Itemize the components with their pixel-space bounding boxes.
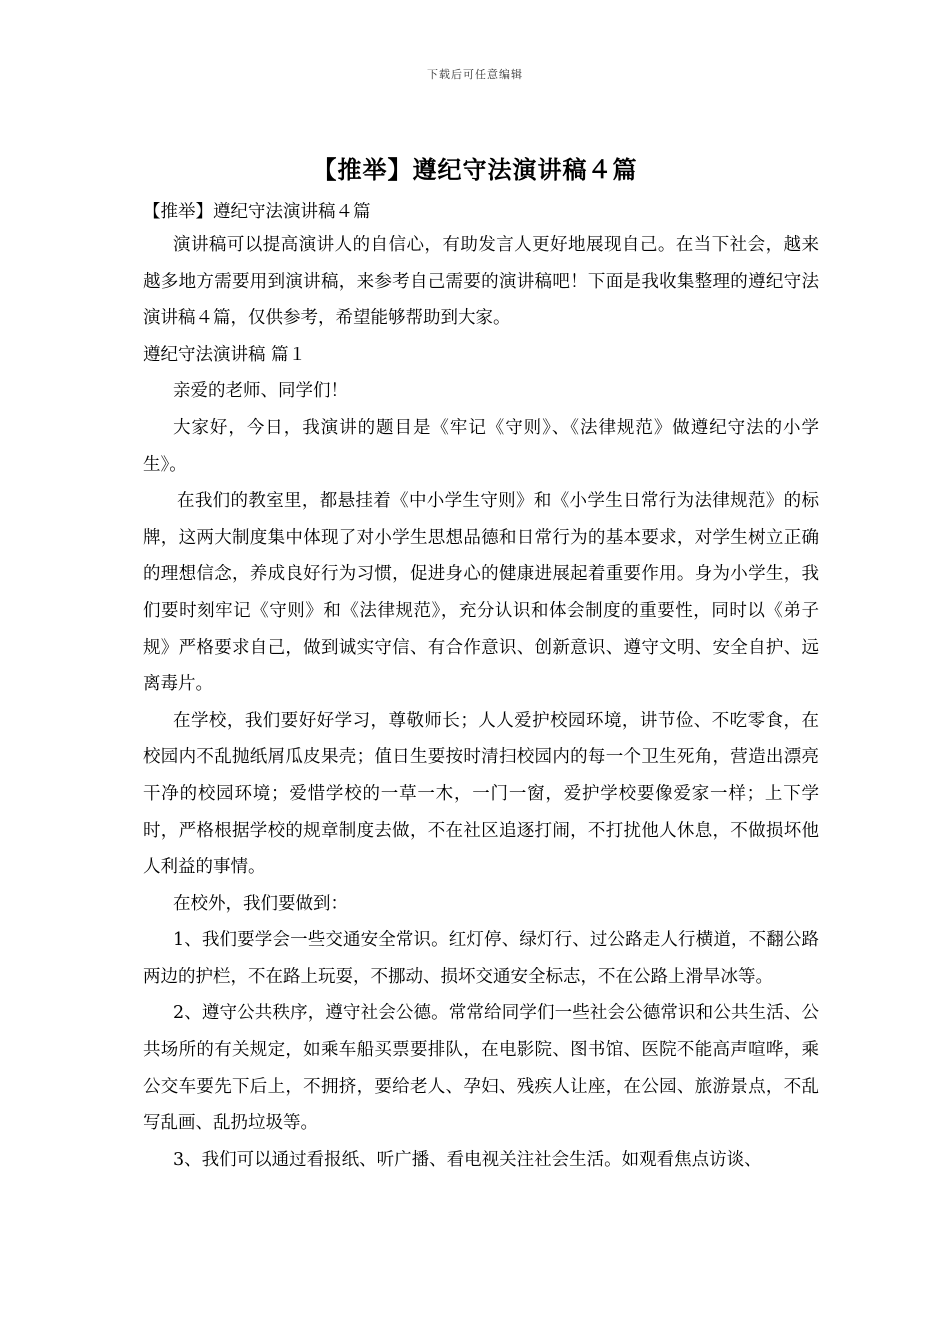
paragraph-item-2: 2、遵守公共秩序，遵守社会公德。常常给同学们一些社会公德常识和公共生活、公共场所的有关规定，如乘车船买票要排队，在电影院、图书馆、医院不能高声喧哗，乘公交车要先下后上，不拥挤，要给老人、孕妇、残疾人让座，在公园、旅游景点，不乱写乱画、乱扔垃圾等。 — [143, 1003, 819, 1134]
paragraph-classroom: 在我们的教室里，都悬挂着《中小学生守则》和《小学生日常行为法律规范》的标牌，这两大制度集中体现了对小学生思想品德和日常行为的基本要求，对学生树立正确的理想信念，养成良好行为习惯，促进身心的健康进展起着重要作用。身为小学生，我们要时刻牢记《守则》和《法律规范》，充分认识和体会制度的重要性，同时以《弟子规》严格要求自己，做到诚实守信、有合作意识、创新意识、遵守文明、安全自护、远离毒片。 — [143, 491, 819, 695]
paragraph-item-1: 1、我们要学会一些交通安全常识。红灯停、绿灯行、过公路走人行横道，不翻公路两边的护栏，不在路上玩耍，不挪动、损坏交通安全标志，不在公路上滑旱冰等。 — [143, 930, 819, 987]
document-title: 【推举】遵纪守法演讲稿４篇 — [312, 156, 638, 184]
paragraph-item-3: 3、我们可以通过看报纸、听广播、看电视关注社会生活。如观看焦点访谈、 — [173, 1149, 762, 1170]
paragraph-opening: 大家好，今日，我演讲的题目是《牢记《守则》、《法律规范》做遵纪守法的小学生》。 — [143, 417, 819, 475]
document-body — [143, 197, 819, 1178]
paragraph-greeting: 亲爱的老师、同学们！ — [173, 381, 348, 402]
paragraph-intro: 演讲稿可以提高演讲人的自信心，有助发言人更好地展现自己。在当下社会，越来越多地方需要用到演讲稿，来参考自己需要的演讲稿吧！下面是我收集整理的遵纪守法演讲稿４篇，仅供参考，希望能够帮助到大家。 — [143, 235, 819, 329]
paragraph-outside: 在校外，我们要做到： — [173, 893, 348, 914]
header-note: 下载后可任意编辑 — [427, 68, 523, 81]
paragraph-school: 在学校，我们要好好学习，尊敬师长；人人爱护校园环境，讲节俭、不吃零食，在校园内不乱抛纸屑瓜皮果壳；值日生要按时清扫校园内的每一个卫生死角，营造出漂亮干净的校园环境；爱惜学校的一草一木，一门一窗，爱护学校要像爱家一样；上下学时，严格根据学校的规章制度去做，不在社区追逐打闹，不打扰他人休息，不做损坏他人利益的事情。 — [143, 710, 819, 878]
document-subtitle: 【推举】遵纪守法演讲稿４篇 — [143, 202, 371, 222]
section-heading-1: 遵纪守法演讲稿 篇１ — [143, 344, 307, 365]
